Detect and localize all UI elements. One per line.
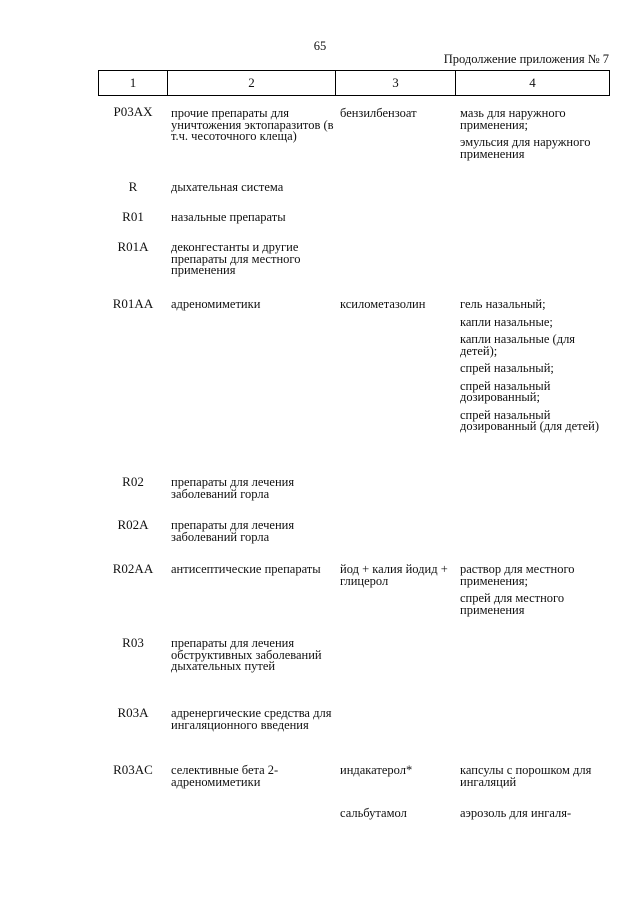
atc-code: R02AA: [112, 561, 154, 576]
group-name: препараты для лечения заболеваний горла: [171, 518, 295, 544]
atc-code: R01: [122, 209, 144, 224]
drug-name: индакатерол*: [340, 763, 413, 777]
column-header-2: 2: [168, 71, 336, 96]
column-header-3: 3: [336, 71, 456, 96]
group-name: антисептические препараты: [171, 562, 321, 576]
group-name: селективные бета 2-адреномиметики: [171, 763, 279, 789]
atc-code: R02: [122, 474, 144, 489]
atc-code: R: [128, 179, 138, 194]
dosage-form: раствор для местного применения;: [460, 562, 575, 588]
column-header-4: 4: [456, 71, 610, 96]
atc-code: R02A: [117, 517, 149, 532]
group-name: деконгестанты и другие препараты для местного применения: [171, 240, 301, 277]
atc-code: R03AC: [113, 762, 153, 777]
group-name: дыхательная система: [171, 180, 284, 194]
dosage-form: мазь для наружного применения;: [460, 106, 566, 132]
atc-code: R01A: [117, 239, 149, 254]
dosage-forms: [460, 564, 608, 622]
column-header-1: 1: [99, 71, 168, 96]
dosage-form: спрей для местного применения: [460, 591, 565, 617]
group-name: назальные препараты: [171, 210, 286, 224]
dosage-form: спрей назальный;: [460, 361, 554, 375]
atc-code: R03: [122, 635, 144, 650]
group-name: адреномиметики: [171, 297, 261, 311]
dosage-form: аэрозоль для ингаля-: [460, 806, 572, 820]
dosage-form: эмульсия для наружного применения: [460, 135, 591, 161]
group-name: препараты для лечения заболеваний горла: [171, 475, 295, 501]
dosage-form: капсулы с порошком для ингаляций: [460, 763, 592, 789]
drug-name: сальбутамол: [340, 806, 407, 820]
atc-code: R03A: [117, 705, 149, 720]
dosage-forms: [460, 299, 608, 439]
atc-code: P03AX: [113, 104, 153, 119]
group-name: препараты для лечения обструктивных заболеваний дыхательных путей: [171, 636, 322, 673]
appendix-continuation-note: Продолжение приложения № 7: [443, 52, 609, 66]
drug-name: бензилбензоат: [340, 106, 417, 120]
page-number: 65: [313, 39, 327, 53]
group-name: адренергические средства для ингаляционного введения: [171, 706, 332, 732]
group-name: прочие препараты для уничтожения эктопаразитов (в т.ч. чесоточного клеща): [171, 106, 334, 143]
dosage-forms: [460, 108, 608, 166]
dosage-forms: [460, 808, 608, 826]
dosage-forms: [460, 765, 608, 794]
dosage-form: гель назальный;: [460, 297, 546, 311]
atc-code: R01AA: [112, 296, 154, 311]
dosage-form: капли назальные;: [460, 314, 553, 329]
column-header-table: [98, 70, 610, 96]
drug-name: йод + калия йодид + глицерол: [340, 562, 448, 588]
dosage-form: спрей назальный дозированный (для детей): [460, 407, 600, 433]
dosage-form: капли назальные (для детей);: [460, 332, 576, 358]
drug-name: ксилометазолин: [340, 297, 426, 311]
dosage-form: спрей назальный дозированный;: [460, 378, 551, 404]
